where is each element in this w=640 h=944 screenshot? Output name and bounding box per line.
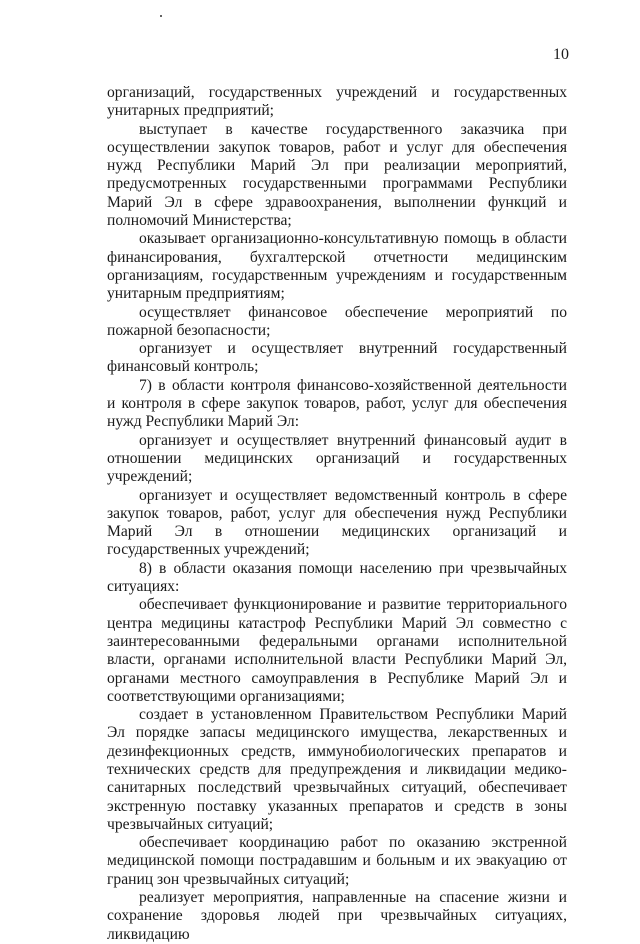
paragraph: реализует мероприятия, направленные на спасение жизни и сохранение здоровья людей при чрезвычайных ситуациях, ликвидацию — [107, 889, 567, 943]
paragraph: обеспечивает функционирование и развитие территориального центра медицины катастроф Республики Марий Эл совместно с заинтересованными федеральными органами исполнительной власти, органами исполнительной власти Республики Марий Эл, органами местного самоуправления в Республике Марий Эл и соответствующими организациями; — [107, 596, 567, 705]
paragraph: 8) в области оказания помощи населению при чрезвычайных ситуациях: — [107, 559, 567, 596]
paragraph: обеспечивает координацию работ по оказанию экстренной медицинской помощи пострадавшим и больным и их эвакуацию от границ зон чрезвычайных ситуаций; — [107, 834, 567, 888]
paragraph: оказывает организационно-консультативную помощь в области финансирования, бухгалтерской отчетности медицинским организациям, государственным учреждениям и государственным унитарным предприятиям; — [107, 230, 567, 303]
paragraph: выступает в качестве государственного заказчика при осуществлении закупок товаров, работ и услуг для обеспечения нужд Республики Марий Эл при реализации мероприятий, предусмотренных государственными программами Республики Марий Эл в сфере здравоохранения, выполнении функций и полномочий Министерства; — [107, 120, 567, 230]
paragraph: 7) в области контроля финансово-хозяйственной деятельности и контроля в сфере закупок товаров, работ, услуг для обеспечения нужд Республики Марий Эл: — [107, 376, 567, 431]
document-body — [107, 84, 567, 944]
scan-speck — [160, 15, 162, 17]
paragraph: организует и осуществляет внутренний государственный финансовый контроль; — [107, 340, 567, 376]
paragraph: осуществляет финансовое обеспечение мероприятий по пожарной безопасности; — [107, 303, 567, 339]
paragraph: создает в установленном Правительством Республики Марий Эл порядке запасы медицинского имущества, лекарственных и дезинфекционных средств, иммунобиологических препаратов и технических средств для предупреждения и ликвидации медико-санитарных последствий чрезвычайных ситуаций, обеспечивает экстренную поставку указанных препаратов и средств в зоны чрезвычайных ситуаций; — [107, 706, 567, 833]
paragraph: организаций, государственных учреждений и государственных унитарных предприятий; — [107, 84, 567, 120]
paragraph: организует и осуществляет ведомственный контроль в сфере закупок товаров, работ, услуг для обеспечения нужд Республики Марий Эл в отношении медицинских организаций и государственных учреждений; — [107, 486, 567, 559]
paragraph: организует и осуществляет внутренний финансовый аудит в отношении медицинских организаций и государственных учреждений; — [107, 431, 567, 486]
page-number: 10 — [553, 46, 569, 63]
